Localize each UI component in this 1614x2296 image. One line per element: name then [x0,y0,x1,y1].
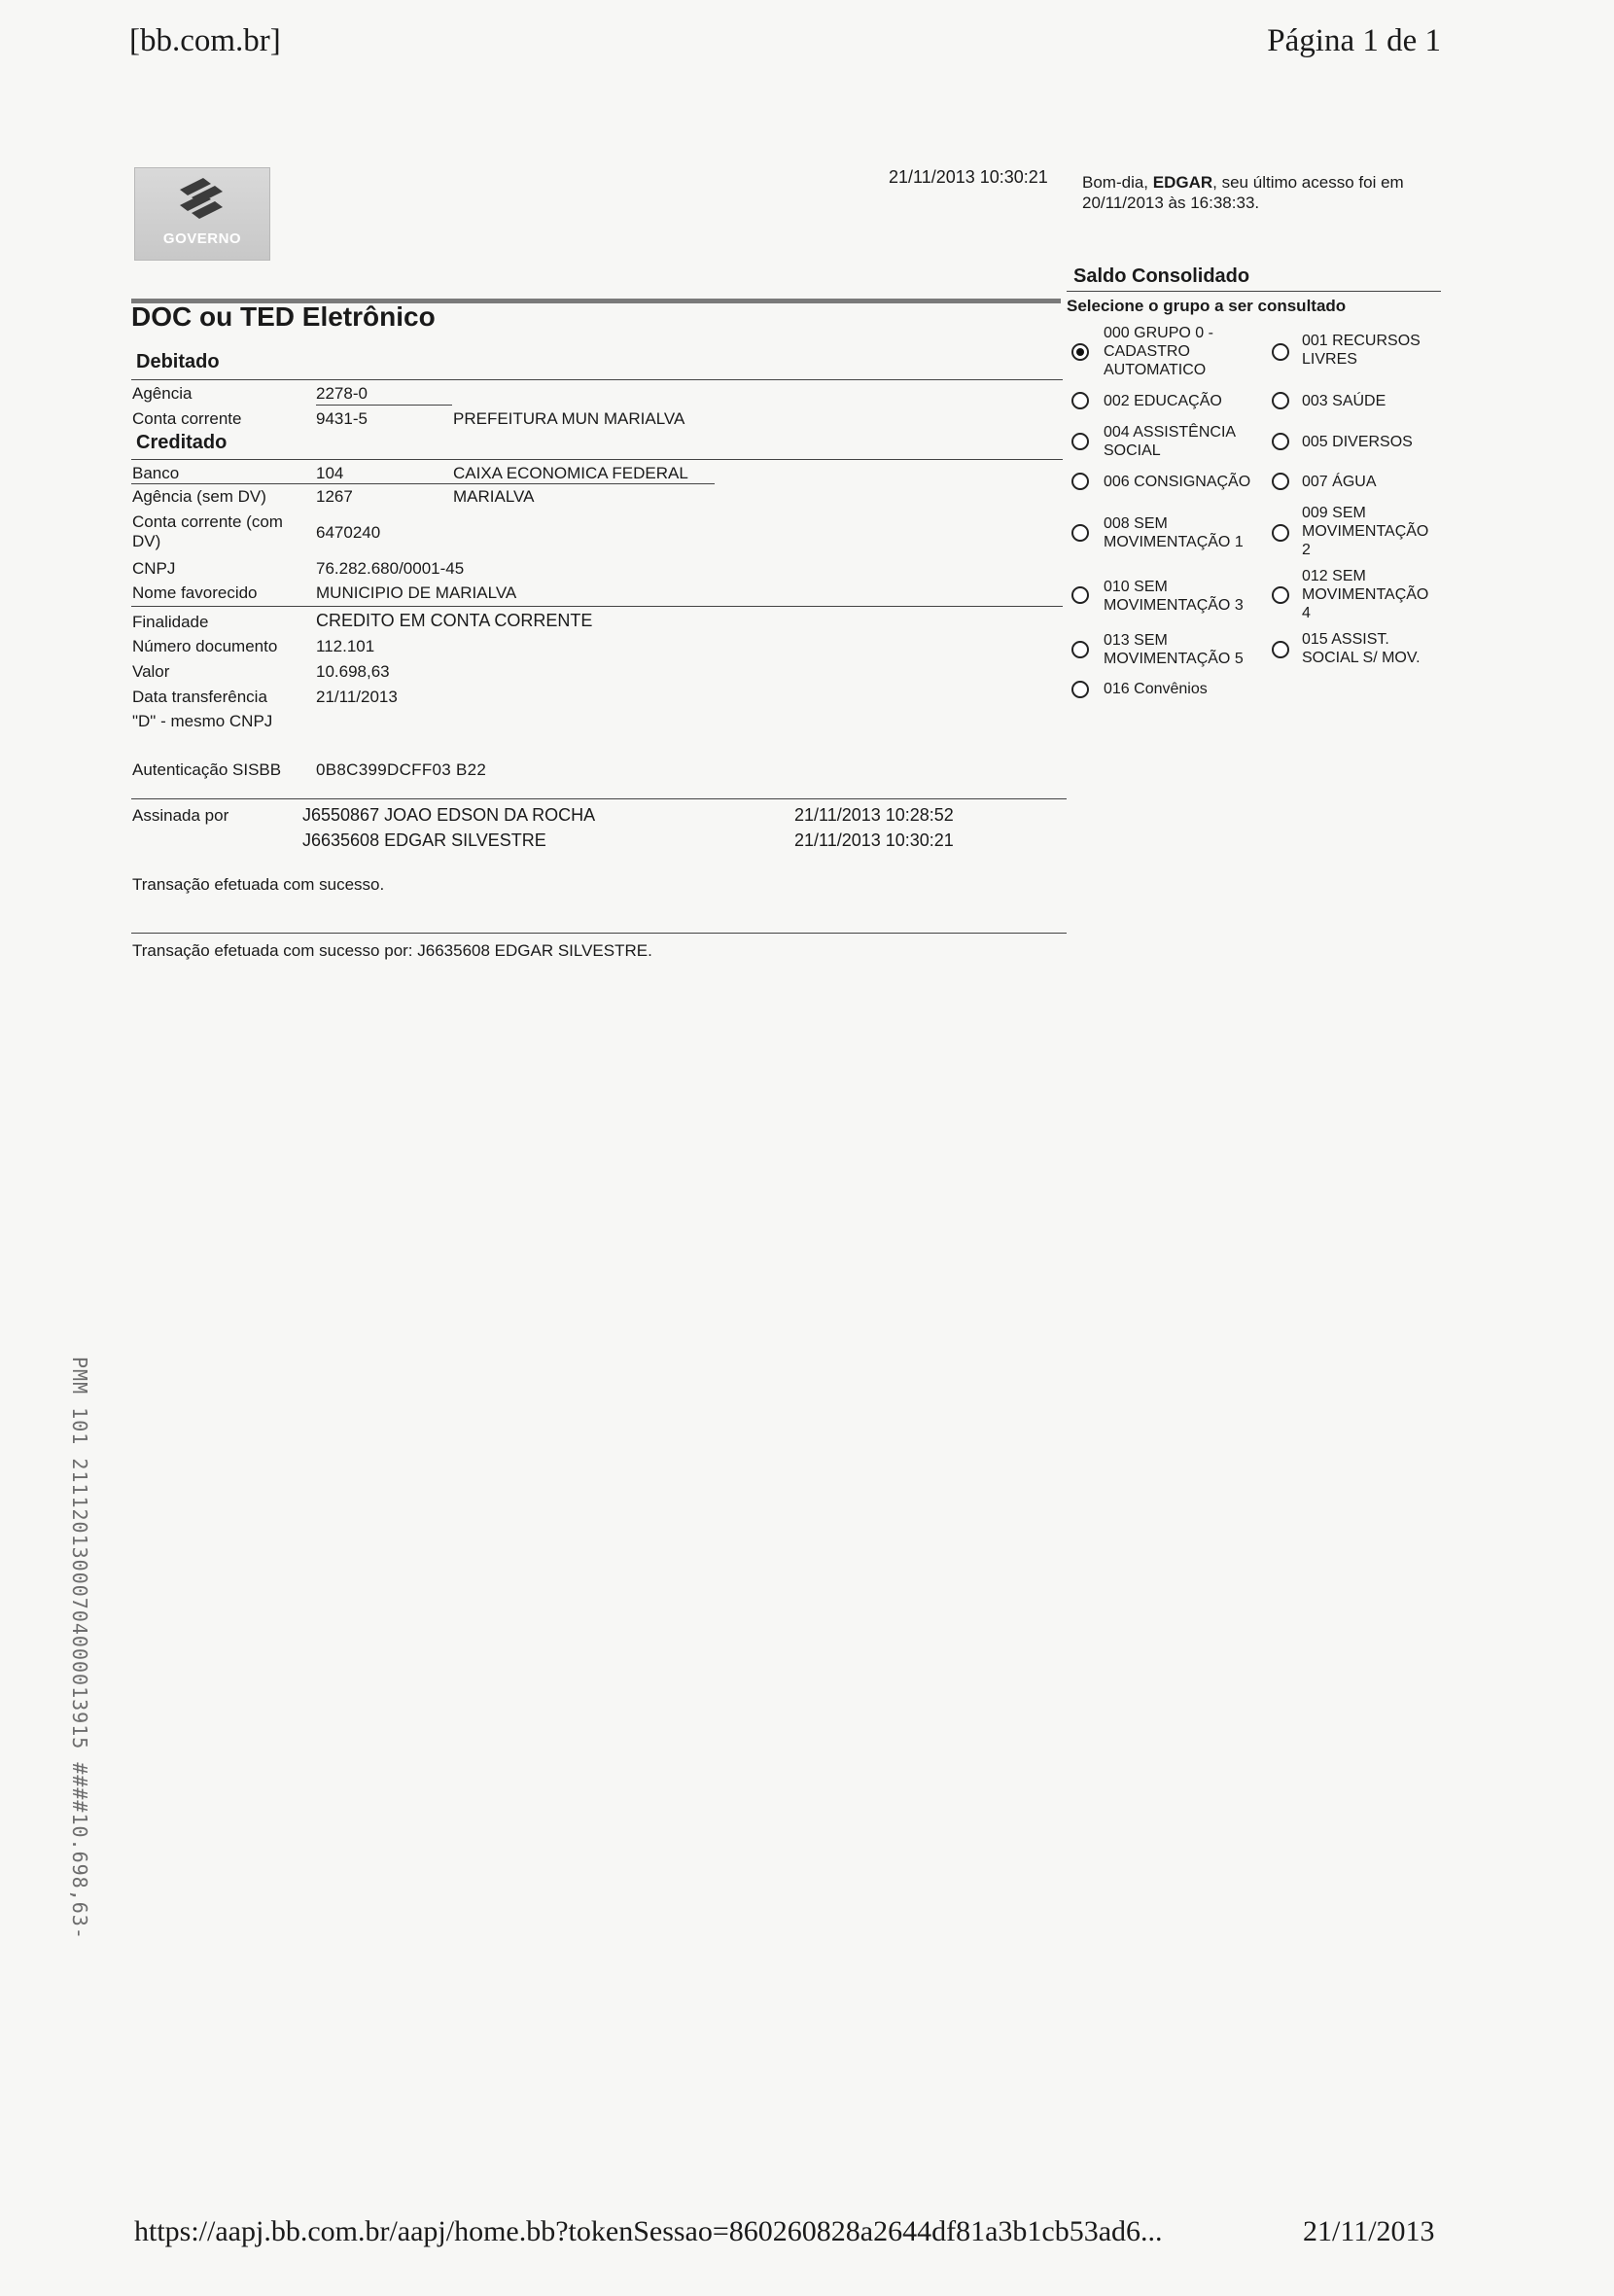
radio-group-012[interactable] [1272,586,1289,604]
signature-time-2: 21/11/2013 10:30:21 [794,830,954,850]
agencia-sem-dv-value: 1267 [316,487,353,506]
processing-stamp: PMM 101 21112013000704000013915 ####10.698,63- [68,1357,91,1940]
autenticacao-label: Autenticação SISBB [132,760,282,779]
divider [131,379,1063,380]
page-title: DOC ou TED Eletrônico [131,301,436,332]
agencia-label: Agência [132,384,193,403]
radio-group-001[interactable] [1272,343,1289,361]
radio-group-003[interactable] [1272,392,1289,409]
group-label-000[interactable]: 000 GRUPO 0 - CADASTRO AUTOMATICO [1104,325,1213,378]
favorecido-value: MUNICIPIO DE MARIALVA [316,583,517,602]
group-label-007[interactable]: 007 ÁGUA [1302,474,1377,490]
radio-group-009[interactable] [1272,524,1289,542]
print-footer-date: 21/11/2013 [1303,2215,1435,2247]
divider [131,798,1067,799]
radio-group-010[interactable] [1071,586,1089,604]
group-label-004[interactable]: 004 ASSISTÊNCIA SOCIAL [1104,424,1236,459]
radio-group-000[interactable] [1071,343,1089,361]
favorecido-label: Nome favorecido [132,583,258,602]
conta-com-dv-value: 6470240 [316,523,381,542]
radio-group-015[interactable] [1272,641,1289,658]
signature-time-1: 21/11/2013 10:28:52 [794,805,954,825]
success-message: Transação efetuada com sucesso. [132,875,385,894]
autenticacao-value: 0B8C399DCFF03 B22 [316,760,487,779]
print-header-site: [bb.com.br] [129,23,281,58]
radio-group-013[interactable] [1071,641,1089,658]
assinada-por-label: Assinada por [132,806,229,825]
radio-group-016[interactable] [1071,681,1089,698]
radio-group-008[interactable] [1071,524,1089,542]
divider [131,483,715,484]
valor-label: Valor [132,662,170,681]
radio-group-004[interactable] [1071,433,1089,450]
banco-value: 104 [316,464,344,482]
group-label-012[interactable]: 012 SEM MOVIMENTAÇÃO 4 [1302,568,1429,621]
greeting-prefix: Bom-dia, [1082,173,1153,192]
section-debitado: Debitado [136,351,220,372]
group-label-010[interactable]: 010 SEM MOVIMENTAÇÃO 3 [1104,579,1244,614]
saldo-rule [1067,291,1441,292]
group-label-013[interactable]: 013 SEM MOVIMENTAÇÃO 5 [1104,632,1244,667]
numero-documento-label: Número documento [132,637,278,655]
group-label-016[interactable]: 016 Convênios [1104,681,1208,697]
conta-com-dv-label: Conta corrente (com DV) [132,512,283,550]
saldo-title: Saldo Consolidado [1073,265,1250,287]
group-label-009[interactable]: 009 SEM MOVIMENTAÇÃO 2 [1302,505,1429,558]
print-footer-url: https://aapj.bb.com.br/aapj/home.bb?tokenSessao=860260828a2644df81a3b1cb53ad6... [134,2215,1163,2247]
data-transferencia-value: 21/11/2013 [316,688,398,706]
saldo-subtitle: Selecione o grupo a ser consultado [1067,297,1347,315]
logo-label: GOVERNO [162,230,242,247]
conta-corrente-value: 9431-5 [316,409,368,428]
agencia-city: MARIALVA [453,487,535,506]
print-header-page-number: Página 1 de 1 [1267,23,1441,58]
mesmo-cnpj-label: "D" - mesmo CNPJ [132,712,273,730]
group-label-001[interactable]: 001 RECURSOS LIVRES [1302,333,1421,368]
cnpj-value: 76.282.680/0001-45 [316,559,465,578]
radio-group-007[interactable] [1272,473,1289,490]
cnpj-label: CNPJ [132,559,176,578]
group-label-008[interactable]: 008 SEM MOVIMENTAÇÃO 1 [1104,515,1244,550]
agencia-sem-dv-label: Agência (sem DV) [132,487,266,506]
radio-group-005[interactable] [1272,433,1289,450]
section-creditado: Creditado [136,432,228,453]
banco-name: CAIXA ECONOMICA FEDERAL [453,464,688,482]
banco-label: Banco [132,464,180,482]
divider [131,459,1063,460]
signature-name-1: J6550867 JOAO EDSON DA ROCHA [302,805,596,825]
conta-corrente-label: Conta corrente [132,409,242,428]
signature-name-2: J6635608 EDGAR SILVESTRE [302,830,546,850]
group-label-006[interactable]: 006 CONSIGNAÇÃO [1104,474,1251,490]
valor-value: 10.698,63 [316,662,390,681]
divider [131,933,1067,934]
group-label-015[interactable]: 015 ASSIST. SOCIAL S/ MOV. [1302,631,1421,666]
agencia-value: 2278-0 [316,384,368,403]
divider [316,405,452,406]
success-by-message: Transação efetuada com sucesso por: J6635608 EDGAR SILVESTRE. [132,941,652,960]
radio-group-006[interactable] [1071,473,1089,490]
radio-group-002[interactable] [1071,392,1089,409]
data-transferencia-label: Data transferência [132,688,267,706]
finalidade-label: Finalidade [132,613,209,631]
group-label-003[interactable]: 003 SAÚDE [1302,393,1386,409]
greeting-username: EDGAR [1152,173,1213,192]
greeting-suffix: , seu último acesso foi em 20/11/2013 às 16:38:33. [1082,173,1404,212]
divider [131,606,1063,607]
group-label-002[interactable]: 002 EDUCAÇÃO [1104,393,1222,409]
group-label-005[interactable]: 005 DIVERSOS [1302,434,1413,450]
finalidade-value: CREDITO EM CONTA CORRENTE [316,611,593,630]
numero-documento-value: 112.101 [316,637,375,655]
greeting-message [1082,172,1442,213]
session-timestamp: 21/11/2013 10:30:21 [889,167,1048,187]
bb-governo-logo[interactable] [134,167,270,261]
conta-corrente-holder: PREFEITURA MUN MARIALVA [453,409,685,428]
bb-logo-icon [174,176,228,227]
